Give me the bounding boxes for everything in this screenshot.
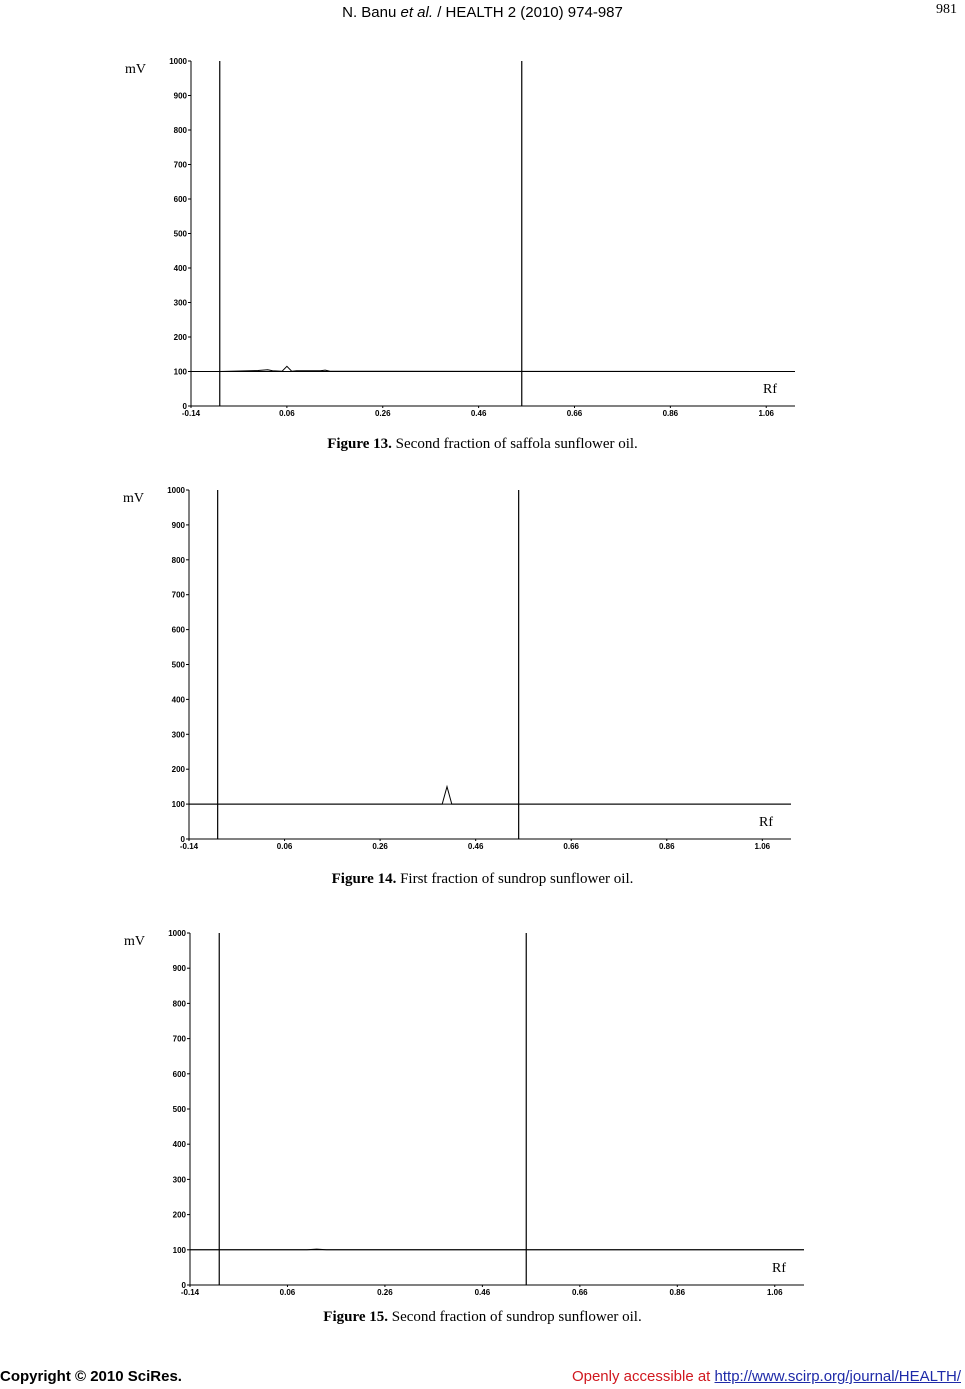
y-tick-label: 700 xyxy=(172,1034,186,1044)
y-tick-label: 300 xyxy=(172,1175,186,1185)
x-tick-label: 0.26 xyxy=(377,1288,393,1297)
journal-link[interactable]: http://www.scirp.org/journal/HEALTH/ xyxy=(714,1368,961,1385)
page-number: 981 xyxy=(936,2,957,17)
caption-figure-15 xyxy=(0,1309,965,1326)
y-tick-label: 800 xyxy=(173,126,187,135)
y-tick-label: 200 xyxy=(173,333,187,342)
caption-text: Second fraction of saffola sunflower oil. xyxy=(395,436,638,452)
x-tick-label: 1.06 xyxy=(758,409,775,418)
caption-figure-13 xyxy=(0,436,965,453)
x-tick-label: 0.46 xyxy=(470,409,487,418)
x-tick-label: 0.46 xyxy=(474,1288,491,1297)
y-tick-label: 500 xyxy=(171,660,185,670)
y-tick-label: 1000 xyxy=(168,929,186,938)
x-tick-label: 1.06 xyxy=(766,1288,783,1297)
page-header xyxy=(0,2,965,24)
x-tick-label: 0.86 xyxy=(662,409,679,418)
open-access-text: Openly accessible at xyxy=(571,1368,711,1385)
figure-13 xyxy=(0,40,965,430)
x-tick-label: -0.14 xyxy=(179,842,199,851)
running-title-etal: et al. xyxy=(400,4,434,21)
y-tick-label: 900 xyxy=(171,520,185,530)
x-tick-label: 0.26 xyxy=(374,409,391,418)
y-unit-label: mV xyxy=(124,934,145,949)
y-tick-label: 0 xyxy=(181,1281,186,1290)
x-unit-label: Rf xyxy=(772,1261,786,1276)
y-tick-label: 900 xyxy=(173,91,187,101)
x-tick-label: 0.86 xyxy=(669,1288,686,1297)
y-tick-label: 1000 xyxy=(167,486,185,495)
y-tick-label: 200 xyxy=(171,765,185,775)
y-tick-label: 100 xyxy=(173,367,187,377)
x-tick-label: 1.06 xyxy=(754,842,771,851)
caption-text: First fraction of sundrop sunflower oil. xyxy=(400,871,634,887)
y-tick-label: 300 xyxy=(171,730,185,740)
y-tick-label: 800 xyxy=(171,555,185,565)
x-unit-label: Rf xyxy=(759,815,773,830)
caption-label: Figure 14. xyxy=(331,871,397,887)
y-tick-label: 400 xyxy=(173,264,187,273)
y-tick-label: 0 xyxy=(180,835,185,844)
caption-label: Figure 15. xyxy=(323,1309,388,1325)
running-title xyxy=(0,4,965,21)
running-title-authors: N. Banu xyxy=(342,4,397,21)
x-tick-label: 0.46 xyxy=(467,842,484,851)
figure-14 xyxy=(0,470,965,860)
x-tick-label: 0.66 xyxy=(563,842,580,851)
x-tick-label: 0.66 xyxy=(566,409,583,418)
y-unit-label: mV xyxy=(123,491,144,506)
y-tick-label: 600 xyxy=(173,195,187,204)
x-tick-label: 0.06 xyxy=(279,1288,296,1297)
running-title-journal: / HEALTH 2 (2010) 974-987 xyxy=(437,4,623,21)
y-tick-label: 700 xyxy=(171,590,185,600)
y-tick-label: 500 xyxy=(172,1105,186,1114)
series-trace-line xyxy=(189,787,791,805)
y-tick-label: 100 xyxy=(171,800,185,810)
y-tick-label: 300 xyxy=(173,298,187,308)
figure-15 xyxy=(0,910,965,1305)
y-unit-label: mV xyxy=(125,62,146,77)
caption-text: Second fraction of sundrop sunflower oil. xyxy=(391,1309,642,1325)
open-access-notice xyxy=(572,1368,961,1385)
chart-figure-13 xyxy=(0,40,965,430)
series-trace-line xyxy=(190,1249,804,1250)
y-tick-label: 400 xyxy=(172,1140,186,1150)
copyright-notice: Copyright © 2010 SciRes. xyxy=(0,1368,182,1385)
x-tick-label: 0.06 xyxy=(276,842,293,851)
x-unit-label: Rf xyxy=(763,382,777,397)
series-trace-line xyxy=(191,366,795,371)
y-tick-label: 600 xyxy=(172,1069,186,1079)
x-tick-label: 0.26 xyxy=(372,842,388,851)
x-tick-label: 0.06 xyxy=(279,409,295,418)
y-tick-label: 0 xyxy=(182,402,187,411)
caption-figure-14 xyxy=(0,871,965,888)
y-tick-label: 600 xyxy=(171,625,185,635)
y-tick-label: 500 xyxy=(173,229,187,239)
x-tick-label: 0.66 xyxy=(572,1288,588,1297)
page-footer xyxy=(0,1368,965,1388)
x-tick-label: 0.86 xyxy=(658,842,675,851)
y-tick-label: 200 xyxy=(172,1210,186,1220)
y-tick-label: 900 xyxy=(172,964,186,974)
y-tick-label: 700 xyxy=(173,160,187,170)
chart-figure-15 xyxy=(0,910,965,1305)
x-tick-label: -0.14 xyxy=(181,409,201,418)
chart-figure-14 xyxy=(0,470,965,860)
y-tick-label: 400 xyxy=(171,695,185,705)
caption-label: Figure 13. xyxy=(327,436,392,452)
y-tick-label: 1000 xyxy=(169,57,187,66)
y-tick-label: 100 xyxy=(172,1245,186,1255)
x-tick-label: -0.14 xyxy=(180,1288,200,1297)
y-tick-label: 800 xyxy=(172,999,186,1009)
